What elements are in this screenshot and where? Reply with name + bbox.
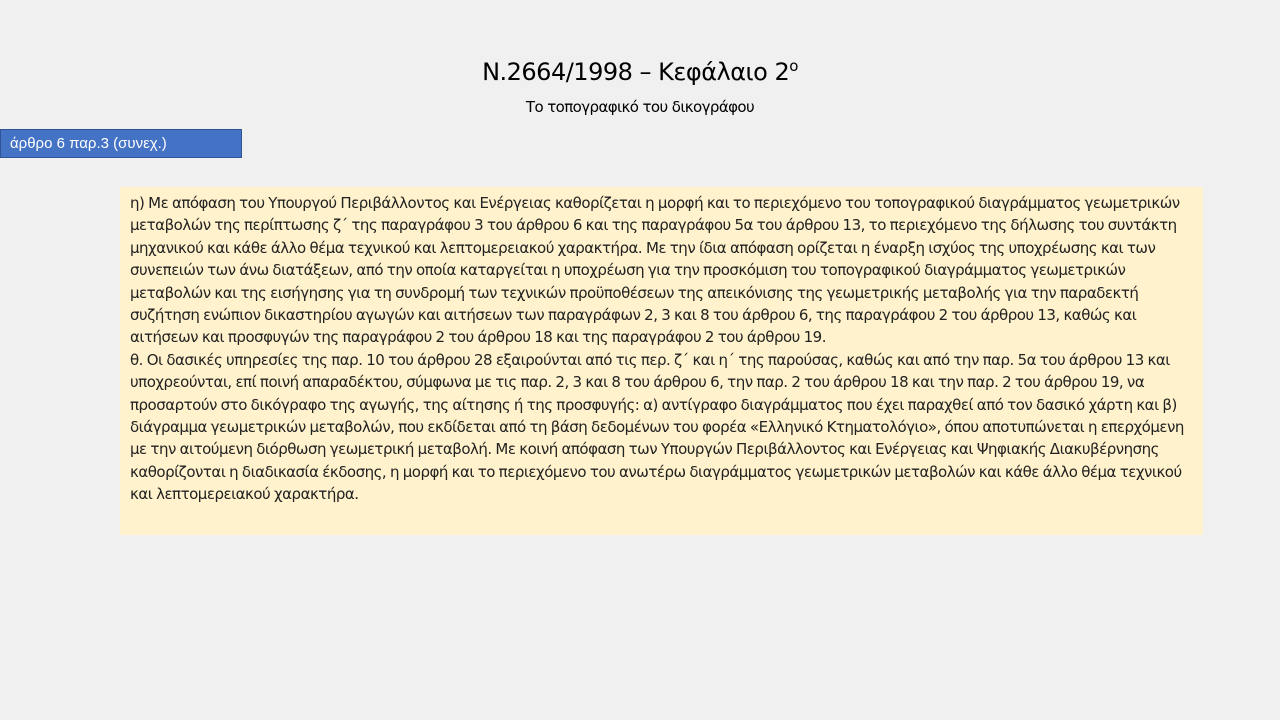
slide-title <box>0 58 1280 86</box>
body-text-box <box>120 187 1203 535</box>
paragraph-eta: η) Με απόφαση του Υπουργού Περιβάλλοντος και Ενέργειας καθορίζεται η μορφή και το περιεχόμενο του τοπογραφικού διαγράμματος γεωμετρικών μεταβολών της περίπτωσης ζ΄ της παραγράφου 3 του άρθρου 6 και της παραγράφου 5α του άρθρου 13, το περιεχόμενο της δήλωσης του συντάκτη μηχανικού και κάθε άλλο θέμα τεχνικού και λεπτομερειακού χαρακτήρα. Με την ίδια απόφαση ορίζεται η έναρξη ισχύος της υποχρέωσης και των συνεπειών των άνω διατάξεων, από την οποία καταργείται η υποχρέωση για την προσκόμιση του τοπογραφικού διαγράμματος γεωμετρικών μεταβολών και της εισήγησης για τη συνδρομή των τεχνικών προϋποθέσεων της απεικόνισης της γεωμετρικής μεταβολής για την παραδεκτή συζήτηση ενώπιον δικαστηρίου αγωγών και αιτήσεων των παραγράφων 2, 3 και 8 του άρθρου 6, της παραγράφου 2 του άρθρου 13, καθώς και αιτήσεων και προσφυγών της παραγράφου 2 του άρθρου 18 και της παραγράφου 2 του άρθρου 19. <box>130 194 1180 347</box>
paragraph-theta: θ. Οι δασικές υπηρεσίες της παρ. 10 του άρθρου 28 εξαιρούνται από τις περ. ζ΄ και η΄ της παρούσας, καθώς και από την παρ. 5α του άρθρου 13 και υποχρεούνται, επί ποινή απαραδέκτου, σύμφωνα με τις παρ. 2, 3 και 8 του άρθρου 6, την παρ. 2 του άρθρου 18 και την παρ. 2 του άρθρου 19, να προσαρτούν στο δικόγραφο της αγωγής, της αίτησης ή της προσφυγής: α) αντίγραφο διαγράμματος που έχει παραχθεί από τον δασικό χάρτη και β) διάγραμμα γεωμετρικών μεταβολών, που εκδίδεται από τη βάση δεδομένων του φορέα «Ελληνικό Κτηματολόγιο», όπου αποτυπώνεται η επερχόμενη με την αιτούμενη διόρθωση γεωμετρική μεταβολή. Με κοινή απόφαση των Υπουργών Περιβάλλοντος και Ενέργειας και Ψηφιακής Διακυβέρνησης καθορίζονται η διαδικασία έκδοσης, η μορφή και το περιεχόμενο του ανωτέρω διαγράμματος γεωμετρικών μεταβολών και κάθε άλλο θέμα τεχνικού και λεπτομερειακού χαρακτήρα. <box>130 350 1184 504</box>
slide-title-superscript: ο <box>789 57 798 75</box>
slide-title-text: Ν.2664/1998 – Κεφάλαιο 2 <box>482 58 790 86</box>
section-tag: άρθρο 6 παρ.3 (συνεχ.) <box>0 129 242 158</box>
slide-subtitle: Το τοπογραφικό του δικογράφου <box>525 98 755 116</box>
